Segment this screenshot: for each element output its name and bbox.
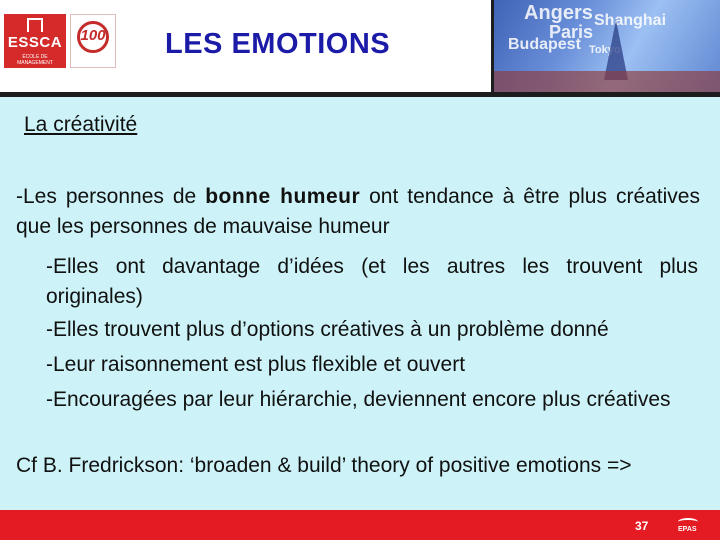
city-name: Paris — [549, 22, 594, 42]
city-roofs — [494, 71, 720, 93]
main-text-before: -Les personnes de — [16, 185, 206, 208]
essca-logo-subtext: ÉCOLE DE MANAGEMENT — [17, 54, 53, 66]
reference-text: Cf B. Fredrickson: ‘broaden & build’ theory of positive emotions => — [16, 454, 632, 477]
list-item: -Elles trouvent plus d’options créatives à un problème donné — [46, 318, 609, 341]
essca-logo-text: ESSCA — [7, 34, 63, 51]
city-banner-image — [491, 0, 720, 93]
main-text-after: ont tendance à être plus créatives que les personnes de mauvaise humeur — [16, 185, 700, 238]
centenary-number: 100 — [80, 27, 106, 44]
centenary-logo — [70, 14, 116, 68]
epas-swoosh-icon — [678, 518, 698, 526]
slide-title: LES EMOTIONS — [165, 28, 391, 60]
main-statement — [16, 182, 700, 242]
slide-subtitle: La créativité — [24, 113, 138, 136]
city-name: Budapest — [508, 36, 581, 53]
city-name: Angers — [524, 2, 593, 24]
city-name: Tokyo — [589, 44, 621, 56]
page-number: 37 — [635, 519, 649, 533]
essca-emblem-icon — [27, 18, 43, 32]
essca-logo — [4, 14, 66, 68]
slide-footer — [0, 510, 720, 540]
slide-header — [0, 0, 720, 92]
header-divider — [0, 92, 720, 97]
epas-logo — [672, 516, 712, 538]
list-item: -Encouragées par leur hiérarchie, deviennent encore plus créatives — [46, 388, 671, 411]
city-name: Shanghai — [594, 12, 667, 29]
epas-logo-text: EPAS — [678, 526, 697, 533]
list-item: -Leur raisonnement est plus flexible et ouvert — [46, 353, 466, 376]
list-item: -Elles ont davantage d’idées (et les autres les trouvent plus originales) — [46, 255, 698, 308]
main-text-bold: bonne humeur — [205, 185, 361, 208]
